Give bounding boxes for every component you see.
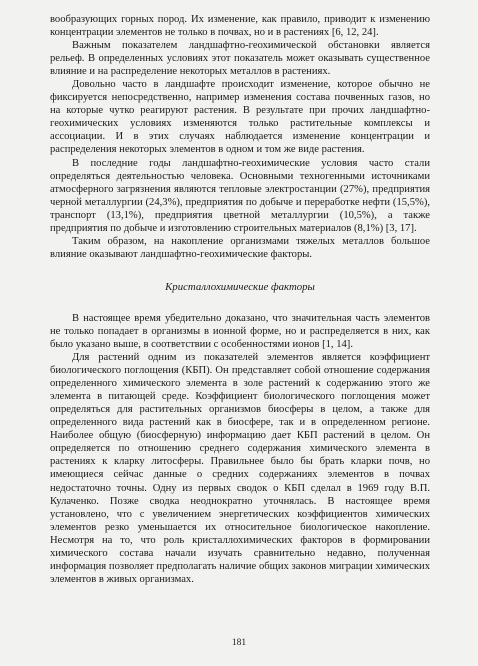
paragraph-kbp: Для растений одним из показателей элементов является коэффициент биологического поглощения (КБП). Он представляет собой отношение содержания определенного химического элемента в золе растений к содержанию этого же элемента в питающей среде. Коэффициент биологического поглощения может определяться для растительных организмов биосферы в целом, а также для определенного вида растений как в биосфере, так и в определенном регионе. Наиболее общую (биосферную) информацию дает КБП растений в целом. Он определяется по отношению среднего содержания химического элемента в растениях к кларку литосферы. Правильнее было бы брать кларки почв, но имеющиеся сейчас данные о средних содержаниях элементов в почвах недостаточно точны. Одну из первых сводок о КБП сделал в 1969 году В.П. Кулаченко. Позже сводка неоднократно уточнялась. В настоящее время установлено, что с увеличением энергетических коэффициентов химических элементов резко уменьшается их относительное биологическое накопление. Несмотря на то, что роль кристаллохимических факторов в формировании химического состава начали изучать сравнительно недавно, полученная информация позволяет предполагать наличие общих законов миграции химических элементов в живых организмах. <box>50 352 430 585</box>
paragraph-continuation: вообразующих горных пород. Их изменение, как правило, приводит к изменению концентрации элементов не только в почвах, но и в растениях [6, 12, 24]. <box>50 14 430 39</box>
paragraph-conclusion: Таким образом, на накопление организмами тяжелых металлов большое влияние оказывают ландшафтно-геохимические факторы. <box>50 235 430 260</box>
body-text-top <box>50 13 430 261</box>
paragraph-soil-gases: Довольно часто в ландшафте происходит изменение, которое обычно не фиксируется непосредственно, например изменения состава почвенных газов, но на которые чутко реагируют растения. В результате при прочих ландшафтно-геохимических условиях изменяются только растительные комплексы и ассоциации. И в этих случаях наблюдается изменение концентрации и распределения некоторых элементов в одном и том же виде растения. <box>50 79 430 156</box>
section-heading: Кристаллохимические факторы <box>165 280 315 293</box>
paragraph-relief: Важным показателем ландшафтно-геохимической обстановки является рельеф. В определенных условиях этот показатель может оказывать существенное влияние и на распределение некоторых металлов в растениях. <box>50 40 430 78</box>
paragraph-ionic-form: В настоящее время убедительно доказано, что значительная часть элементов не только попадает в организмы в ионной форме, но и распределяется в них, как было указано выше, в соответствии с особенностями ионов [1, 14]. <box>50 312 430 350</box>
body-text-bottom <box>50 312 430 586</box>
page-number: 181 <box>231 638 247 648</box>
paragraph-pollution-sources: В последние годы ландшафтно-геохимические условия часто стали определяться деятельностью человека. Основными техногенными источниками атмосферного загрязнения являются тепловые электростанции (27%), предприятия черной металлургии (24,3%), предприятия по добыче и переработке нефти (15,5%), транспорт (13,1%), предприятия цветной металлургии (10,5%), а также предприятия по добыче и изготовлению строительных материалов (8,1%) [3, 17]. <box>50 157 430 234</box>
